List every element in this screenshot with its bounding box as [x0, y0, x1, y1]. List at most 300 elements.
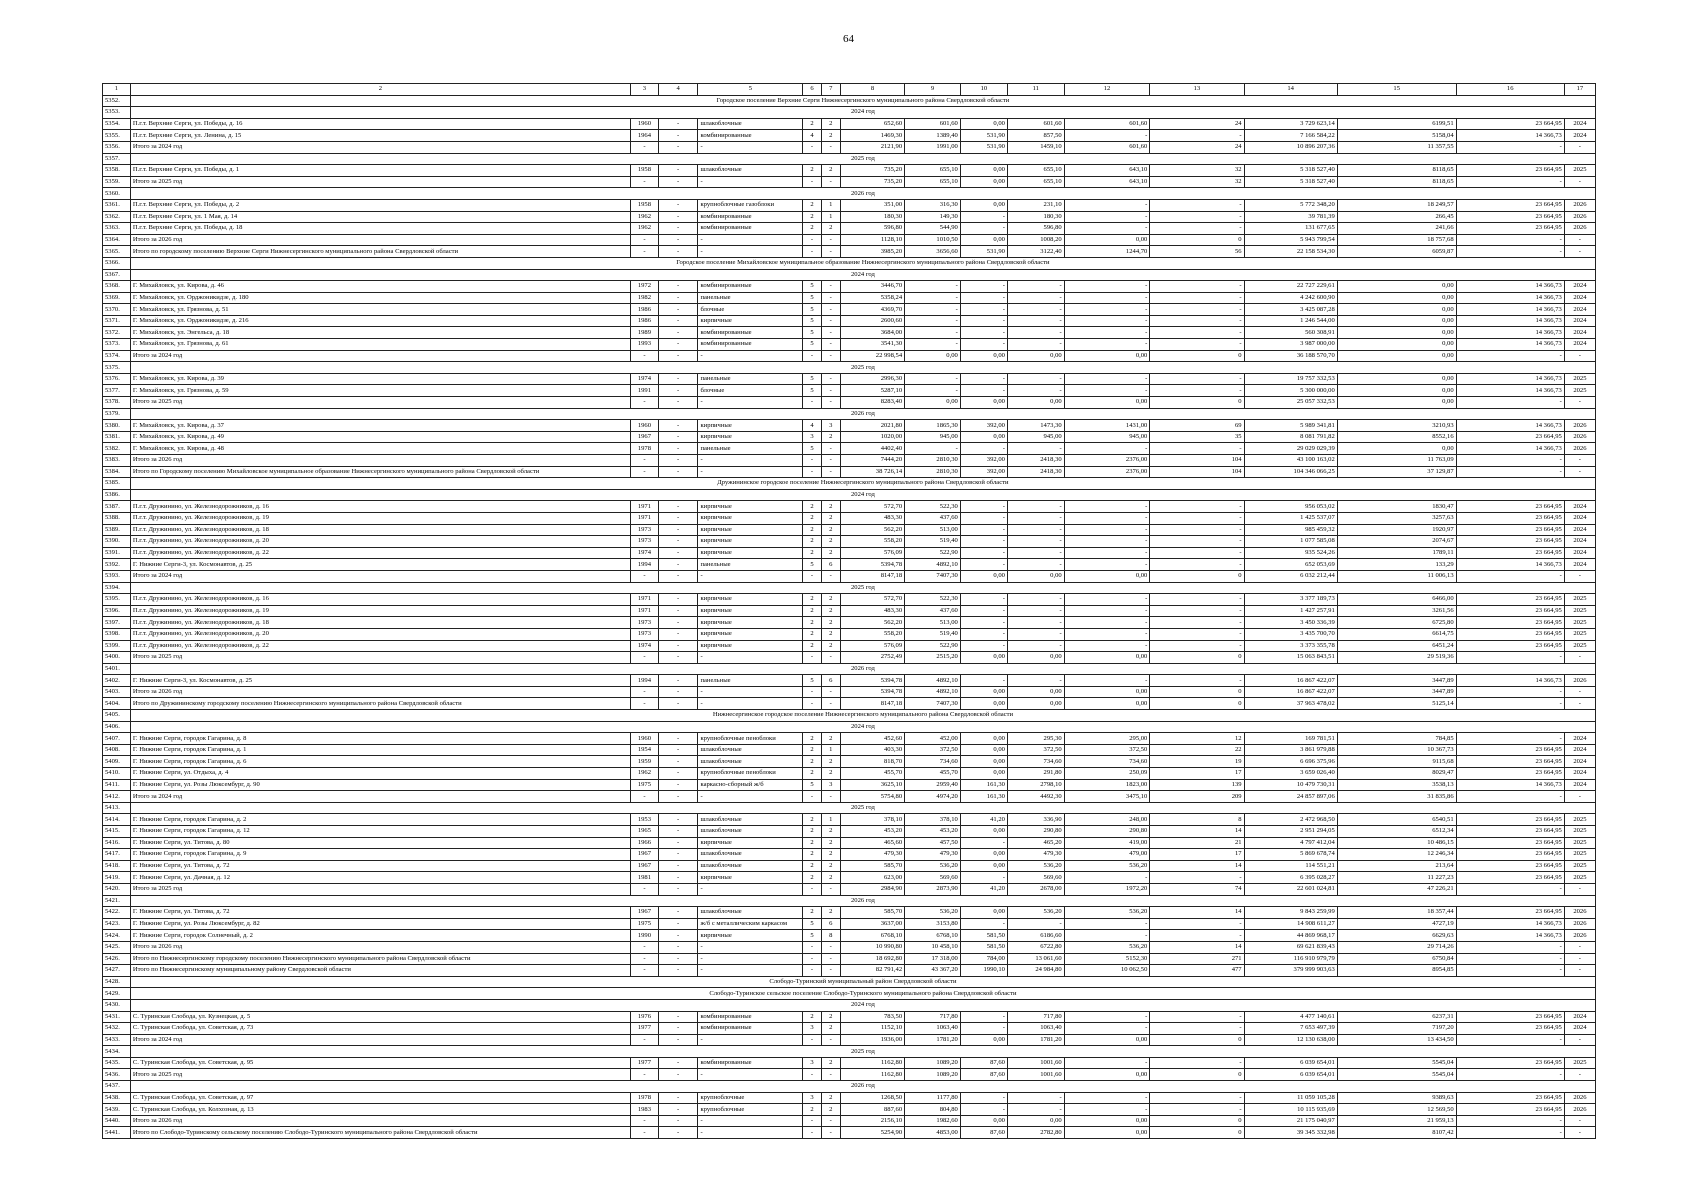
data-cell: 21 959,13: [1337, 1115, 1456, 1127]
data-cell: -: [631, 1034, 659, 1046]
data-cell: -: [1007, 547, 1064, 559]
data-cell: 453,20: [840, 826, 904, 838]
row-number: 5363.: [103, 223, 131, 235]
data-cell: 1177,80: [905, 1092, 961, 1104]
data-cell: 0,00: [960, 744, 1007, 756]
data-cell: ж/б с металлическим каркасом: [698, 918, 803, 930]
data-cell: 4853,00: [905, 1127, 961, 1139]
data-cell: 6 039 654,01: [1244, 1069, 1337, 1081]
data-cell: 5: [803, 779, 821, 791]
data-cell: 2810,30: [905, 455, 961, 467]
data-cell: -: [1150, 1104, 1244, 1116]
data-cell: -: [698, 1034, 803, 1046]
row-number: 5441.: [103, 1127, 131, 1139]
data-cell: 536,20: [1064, 907, 1150, 919]
section-row: [103, 802, 1596, 814]
data-cell: -: [905, 385, 961, 397]
data-cell: 5152,30: [1064, 953, 1150, 965]
data-cell: комбинированные: [698, 1023, 803, 1035]
table-row: [103, 315, 1596, 327]
data-cell: 601,60: [1007, 118, 1064, 130]
row-number: 5412.: [103, 791, 131, 803]
data-cell: 351,00: [840, 199, 904, 211]
data-cell: 2798,10: [1007, 779, 1064, 791]
data-cell: 2: [821, 849, 840, 861]
data-cell: 2: [821, 130, 840, 142]
data-cell: -: [658, 1057, 698, 1069]
data-cell: 596,80: [840, 223, 904, 235]
data-cell: 3 377 189,73: [1244, 594, 1337, 606]
address-cell: Итого за 2024 год: [130, 1034, 630, 1046]
data-cell: 655,10: [905, 165, 961, 177]
data-cell: -: [658, 1104, 698, 1116]
data-cell: 544,90: [905, 223, 961, 235]
data-cell: 1964: [631, 130, 659, 142]
data-cell: 5545,04: [1337, 1057, 1456, 1069]
data-cell: -: [1564, 234, 1595, 246]
data-cell: панельные: [698, 373, 803, 385]
data-cell: -: [803, 1127, 821, 1139]
data-cell: -: [1150, 547, 1244, 559]
data-cell: 6629,63: [1337, 930, 1456, 942]
data-cell: 0,00: [1064, 698, 1150, 710]
data-cell: -: [1564, 965, 1595, 977]
data-cell: -: [1150, 443, 1244, 455]
data-cell: 2: [803, 628, 821, 640]
address-cell: Итого за 2026 год: [130, 941, 630, 953]
data-cell: -: [1064, 559, 1150, 571]
data-cell: 4974,20: [905, 791, 961, 803]
data-cell: 531,90: [960, 130, 1007, 142]
data-cell: 2: [821, 501, 840, 513]
data-cell: -: [1564, 1115, 1595, 1127]
data-cell: 18 357,44: [1337, 907, 1456, 919]
data-cell: 601,60: [905, 118, 961, 130]
data-cell: 2026: [1564, 675, 1595, 687]
table-row: [103, 953, 1596, 965]
data-cell: 1063,40: [1007, 1023, 1064, 1035]
data-cell: 0,00: [960, 431, 1007, 443]
address-cell: П.г.т. Верхние Серги, ул. Победы, д. 2: [130, 199, 630, 211]
address-cell: Г. Михайловск, ул. Кирова, д. 48: [130, 443, 630, 455]
data-cell: кирпичные: [698, 420, 803, 432]
data-cell: -: [658, 350, 698, 362]
table-row: [103, 281, 1596, 293]
data-cell: 23 664,95: [1456, 594, 1564, 606]
table-row: [103, 211, 1596, 223]
data-cell: 10 486,15: [1337, 837, 1456, 849]
data-cell: -: [1564, 1127, 1595, 1139]
data-cell: 372,50: [1007, 744, 1064, 756]
data-cell: 2515,20: [905, 652, 961, 664]
data-cell: -: [658, 686, 698, 698]
data-cell: 1962: [631, 211, 659, 223]
data-cell: -: [658, 872, 698, 884]
data-cell: 43 100 163,02: [1244, 455, 1337, 467]
data-cell: 87,60: [960, 1127, 1007, 1139]
data-cell: 379 999 903,63: [1244, 965, 1337, 977]
data-cell: 18 757,68: [1337, 234, 1456, 246]
data-cell: -: [1150, 315, 1244, 327]
data-cell: 2025: [1564, 1057, 1595, 1069]
data-cell: 104 346 066,25: [1244, 466, 1337, 478]
data-cell: -: [1150, 385, 1244, 397]
data-cell: -: [960, 1092, 1007, 1104]
data-cell: -: [658, 837, 698, 849]
data-cell: -: [803, 176, 821, 188]
data-cell: -: [698, 234, 803, 246]
data-cell: 5158,04: [1337, 130, 1456, 142]
data-cell: -: [821, 455, 840, 467]
data-cell: -: [821, 953, 840, 965]
data-cell: -: [821, 373, 840, 385]
data-cell: -: [631, 1127, 659, 1139]
data-cell: 2873,90: [905, 883, 961, 895]
data-cell: -: [658, 234, 698, 246]
data-cell: кирпичные: [698, 431, 803, 443]
data-cell: 3541,30: [840, 339, 904, 351]
address-cell: Г. Нижние Серги, городок Солнечный, д. 2: [130, 930, 630, 942]
table-row: [103, 652, 1596, 664]
data-cell: 1020,00: [840, 431, 904, 443]
data-cell: 2024: [1564, 315, 1595, 327]
data-cell: -: [658, 211, 698, 223]
data-cell: -: [658, 628, 698, 640]
data-cell: 2: [803, 617, 821, 629]
data-cell: 24: [1150, 141, 1244, 153]
data-cell: 44 869 968,17: [1244, 930, 1337, 942]
data-cell: 1958: [631, 199, 659, 211]
data-cell: -: [821, 1034, 840, 1046]
data-cell: крупноблочные: [698, 1104, 803, 1116]
data-cell: 457,50: [905, 837, 961, 849]
data-cell: 6512,34: [1337, 826, 1456, 838]
data-cell: 14 366,73: [1456, 675, 1564, 687]
data-cell: 372,50: [1064, 744, 1150, 756]
row-number: 5422.: [103, 907, 131, 919]
data-cell: 452,00: [905, 733, 961, 745]
address-cell: П.г.т. Дружинино, ул. Железнодорожников, д. 19: [130, 512, 630, 524]
data-cell: -: [1150, 223, 1244, 235]
data-cell: 581,50: [960, 930, 1007, 942]
address-cell: Г. Нижние Серги, ул. Отдыха, д. 4: [130, 768, 630, 780]
data-cell: 2025: [1564, 605, 1595, 617]
section-row: [103, 478, 1596, 490]
data-cell: 6614,75: [1337, 628, 1456, 640]
data-cell: 336,90: [1007, 814, 1064, 826]
data-cell: 0,00: [1007, 698, 1064, 710]
data-cell: 22 998,54: [840, 350, 904, 362]
data-cell: 1983: [631, 1104, 659, 1116]
data-cell: -: [658, 779, 698, 791]
data-cell: -: [658, 768, 698, 780]
data-cell: -: [658, 930, 698, 942]
data-cell: 2025: [1564, 849, 1595, 861]
data-cell: 14 366,73: [1456, 339, 1564, 351]
data-cell: 2 472 968,50: [1244, 814, 1337, 826]
data-cell: 23 664,95: [1456, 628, 1564, 640]
data-cell: 22 727 229,61: [1244, 281, 1337, 293]
data-cell: 2: [821, 1104, 840, 1116]
data-cell: 23 664,95: [1456, 837, 1564, 849]
data-cell: -: [1007, 327, 1064, 339]
data-cell: 945,00: [1064, 431, 1150, 443]
data-cell: -: [658, 953, 698, 965]
address-cell: Итого за 2026 год: [130, 686, 630, 698]
column-number: 17: [1564, 84, 1595, 96]
address-cell: Г. Михайловск, ул. Грязнова, д. 61: [130, 339, 630, 351]
data-cell: 378,10: [840, 814, 904, 826]
data-cell: 5 989 341,81: [1244, 420, 1337, 432]
data-cell: 2: [803, 744, 821, 756]
column-number: 11: [1007, 84, 1064, 96]
data-cell: 14 366,73: [1456, 559, 1564, 571]
data-cell: 8552,16: [1337, 431, 1456, 443]
data-cell: 531,90: [960, 246, 1007, 258]
data-cell: 3447,89: [1337, 686, 1456, 698]
data-cell: 39 781,39: [1244, 211, 1337, 223]
data-cell: 3261,56: [1337, 605, 1456, 617]
data-cell: 8: [1150, 814, 1244, 826]
row-number: 5401.: [103, 663, 131, 675]
data-cell: 14 366,73: [1456, 130, 1564, 142]
data-cell: 2025: [1564, 628, 1595, 640]
data-cell: -: [1456, 246, 1564, 258]
data-cell: -: [960, 443, 1007, 455]
address-cell: С. Туринская Слобода, ул. Колхозная, д. 13: [130, 1104, 630, 1116]
row-number: 5364.: [103, 234, 131, 246]
data-cell: 3: [803, 1092, 821, 1104]
address-cell: Г. Михайловск, ул. Орджоникидзе, д. 180: [130, 292, 630, 304]
data-cell: 0,00: [960, 756, 1007, 768]
data-cell: 5358,24: [840, 292, 904, 304]
data-cell: 4892,10: [905, 686, 961, 698]
data-cell: -: [658, 339, 698, 351]
data-cell: -: [658, 547, 698, 559]
data-cell: 4 242 600,90: [1244, 292, 1337, 304]
address-cell: Итого по Нижнесергинскому городскому поселению Нижнесергинского муниципального района Свердловской области: [130, 953, 630, 965]
data-cell: -: [803, 698, 821, 710]
data-cell: 652 053,69: [1244, 559, 1337, 571]
data-cell: -: [821, 965, 840, 977]
data-cell: 18 692,80: [840, 953, 904, 965]
row-number: 5354.: [103, 118, 131, 130]
data-cell: 1977: [631, 1023, 659, 1035]
data-cell: 14 366,73: [1456, 918, 1564, 930]
data-cell: 0: [1150, 570, 1244, 582]
data-cell: 569,60: [905, 872, 961, 884]
section-row: [103, 408, 1596, 420]
address-cell: Итого по Городскому поселению Михайловское муниципальное образование Нижнесергинского муниципального района Свердловской области: [130, 466, 630, 478]
data-cell: -: [1064, 605, 1150, 617]
data-cell: кирпичные: [698, 547, 803, 559]
data-cell: 2: [803, 814, 821, 826]
data-cell: 2021,80: [840, 420, 904, 432]
data-cell: 23 664,95: [1456, 617, 1564, 629]
table-row: [103, 860, 1596, 872]
table-row: [103, 1057, 1596, 1069]
table-row: [103, 397, 1596, 409]
data-cell: -: [658, 397, 698, 409]
data-cell: 231,10: [1007, 199, 1064, 211]
data-cell: 2: [821, 165, 840, 177]
data-cell: -: [1007, 594, 1064, 606]
data-cell: 2025: [1564, 640, 1595, 652]
header-row: [103, 84, 1596, 96]
row-number: 5424.: [103, 930, 131, 942]
data-cell: панельные: [698, 675, 803, 687]
data-cell: -: [1564, 176, 1595, 188]
data-cell: -: [1064, 628, 1150, 640]
data-cell: 1974: [631, 547, 659, 559]
row-number: 5415.: [103, 826, 131, 838]
data-cell: 2026: [1564, 223, 1595, 235]
table-row: [103, 883, 1596, 895]
data-cell: -: [631, 698, 659, 710]
data-cell: -: [658, 130, 698, 142]
data-cell: 1975: [631, 779, 659, 791]
row-number: 5368.: [103, 281, 131, 293]
data-cell: 23 664,95: [1456, 199, 1564, 211]
data-cell: -: [658, 814, 698, 826]
data-cell: 562,20: [840, 524, 904, 536]
data-cell: 1960: [631, 420, 659, 432]
data-cell: -: [1150, 559, 1244, 571]
section-title: 2024 год: [130, 721, 1595, 733]
address-cell: Г. Нижние Серги-3, ул. Космонавтов, д. 25: [130, 675, 630, 687]
data-cell: 1991,00: [905, 141, 961, 153]
data-cell: -: [1007, 536, 1064, 548]
column-number: 9: [905, 84, 961, 96]
table-row: [103, 594, 1596, 606]
data-cell: каркасно-сборный ж/б: [698, 779, 803, 791]
section-title: 2026 год: [130, 408, 1595, 420]
data-cell: -: [658, 675, 698, 687]
data-cell: 5254,90: [840, 1127, 904, 1139]
data-cell: 4 477 140,61: [1244, 1011, 1337, 1023]
data-cell: 1977: [631, 1057, 659, 1069]
data-cell: 3 987 000,00: [1244, 339, 1337, 351]
data-cell: 1973: [631, 628, 659, 640]
data-cell: 945,00: [1007, 431, 1064, 443]
data-cell: 3985,20: [840, 246, 904, 258]
row-number: 5417.: [103, 849, 131, 861]
data-cell: 536,20: [905, 907, 961, 919]
data-cell: 2376,00: [1064, 466, 1150, 478]
data-cell: -: [631, 176, 659, 188]
section-title: Городское поселение Верхние Серги Нижнесергинского муниципального района Свердловской области: [130, 95, 1595, 107]
data-cell: 10 458,10: [905, 941, 961, 953]
data-cell: 2026: [1564, 420, 1595, 432]
data-cell: 7444,20: [840, 455, 904, 467]
address-cell: С. Туринская Слобода, ул. Советская, д. 95: [130, 1057, 630, 1069]
data-cell: 19: [1150, 756, 1244, 768]
data-cell: -: [1064, 1057, 1150, 1069]
data-cell: 0,00: [1064, 1115, 1150, 1127]
data-cell: 455,70: [905, 768, 961, 780]
data-cell: 2: [803, 223, 821, 235]
data-cell: -: [1064, 281, 1150, 293]
data-cell: 1990,10: [960, 965, 1007, 977]
data-cell: -: [821, 1115, 840, 1127]
data-cell: -: [631, 397, 659, 409]
data-cell: 0: [1150, 1127, 1244, 1139]
address-cell: С. Туринская Слобода, ул. Советская, д. 97: [130, 1092, 630, 1104]
row-number: 5393.: [103, 570, 131, 582]
table-row: [103, 907, 1596, 919]
table-row: [103, 1034, 1596, 1046]
data-cell: крупноблочные: [698, 1092, 803, 1104]
data-cell: -: [1064, 1023, 1150, 1035]
data-cell: 2: [803, 733, 821, 745]
data-cell: -: [1007, 339, 1064, 351]
data-cell: 0,00: [960, 733, 1007, 745]
data-cell: 35: [1150, 431, 1244, 443]
row-number: 5440.: [103, 1115, 131, 1127]
data-cell: -: [1064, 339, 1150, 351]
data-cell: -: [960, 327, 1007, 339]
data-cell: -: [1456, 652, 1564, 664]
data-cell: 8283,40: [840, 397, 904, 409]
data-cell: 21 175 040,97: [1244, 1115, 1337, 1127]
data-cell: 522,30: [905, 594, 961, 606]
data-cell: 12: [1150, 733, 1244, 745]
data-cell: 2024: [1564, 501, 1595, 513]
data-cell: 5125,14: [1337, 698, 1456, 710]
data-cell: 6451,24: [1337, 640, 1456, 652]
table-row: [103, 304, 1596, 316]
data-cell: 2: [821, 756, 840, 768]
address-cell: Итого за 2026 год: [130, 1115, 630, 1127]
data-cell: -: [658, 1127, 698, 1139]
data-cell: 1994: [631, 675, 659, 687]
data-cell: 0,00: [1064, 397, 1150, 409]
data-cell: 17: [1150, 768, 1244, 780]
data-cell: 16 867 422,07: [1244, 675, 1337, 687]
data-cell: 2: [803, 512, 821, 524]
data-cell: 0,00: [1337, 373, 1456, 385]
data-cell: -: [803, 397, 821, 409]
data-cell: 8118,65: [1337, 165, 1456, 177]
row-number: 5427.: [103, 965, 131, 977]
data-cell: 5: [803, 385, 821, 397]
data-cell: 0,00: [960, 768, 1007, 780]
data-cell: 2024: [1564, 512, 1595, 524]
data-cell: 735,20: [840, 176, 904, 188]
data-cell: 0,00: [960, 176, 1007, 188]
row-number: 5428.: [103, 976, 131, 988]
data-cell: шлакоблочные: [698, 118, 803, 130]
data-cell: -: [821, 281, 840, 293]
data-cell: 576,09: [840, 640, 904, 652]
data-cell: -: [1064, 385, 1150, 397]
data-cell: 23 664,95: [1456, 165, 1564, 177]
data-cell: 2: [803, 605, 821, 617]
data-cell: -: [905, 304, 961, 316]
data-cell: 0,00: [960, 570, 1007, 582]
section-title: 2026 год: [130, 188, 1595, 200]
row-number: 5408.: [103, 744, 131, 756]
data-cell: -: [658, 292, 698, 304]
data-cell: 1459,10: [1007, 141, 1064, 153]
data-cell: -: [658, 443, 698, 455]
data-cell: 0: [1150, 1115, 1244, 1127]
data-cell: 0,00: [960, 118, 1007, 130]
data-cell: 985 459,32: [1244, 524, 1337, 536]
data-cell: -: [1564, 397, 1595, 409]
address-cell: Г. Нижние Серги, городок Гагарина, д. 8: [130, 733, 630, 745]
data-cell: -: [1150, 1011, 1244, 1023]
